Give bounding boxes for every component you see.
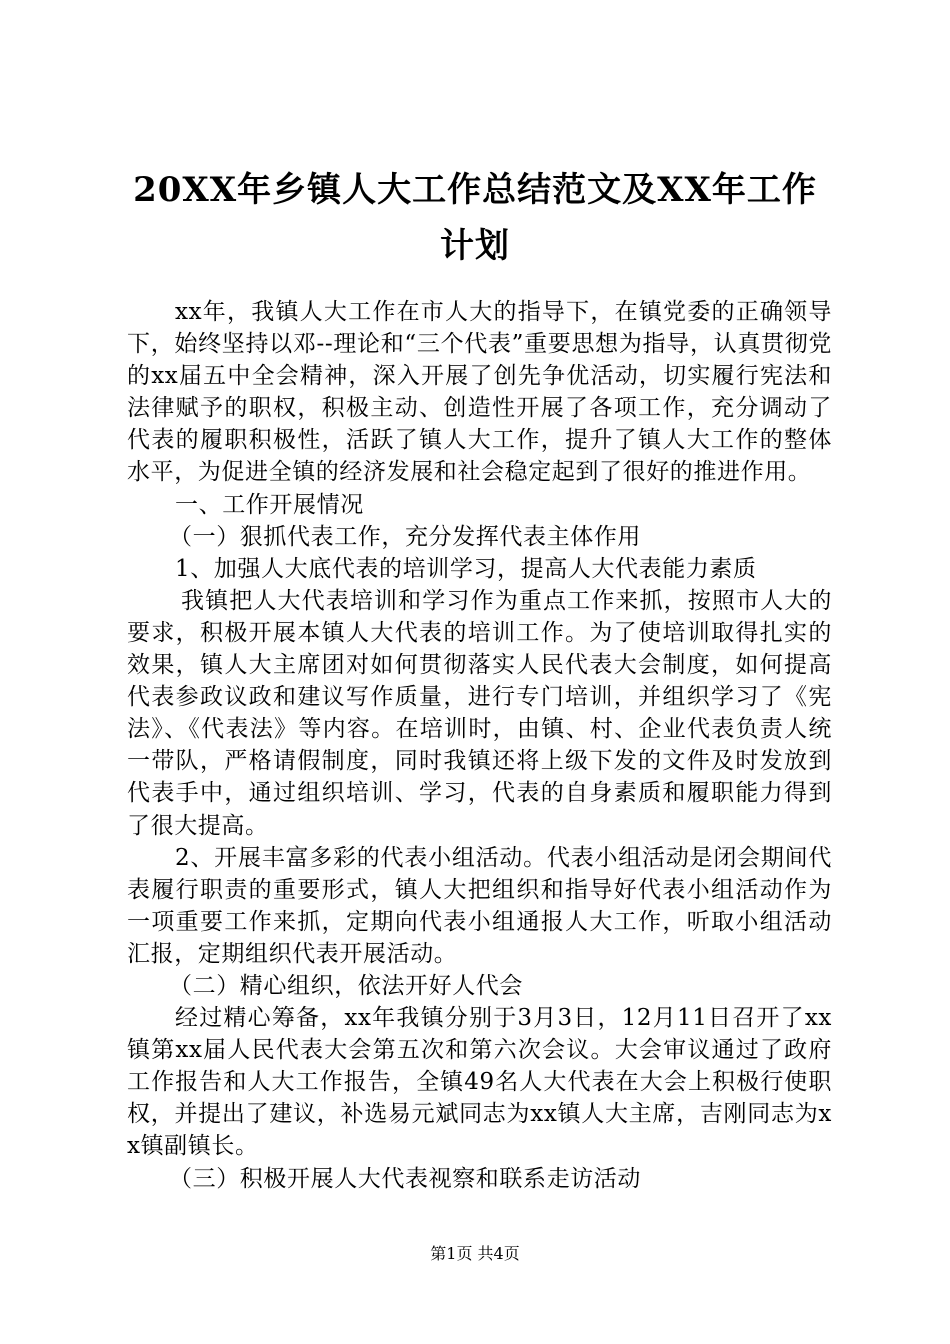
page-number-footer: 第1页 共4页 — [430, 1244, 520, 1263]
document-body — [127, 296, 832, 1195]
paragraph-training: 我镇把人大代表培训和学习作为重点工作来抓，按照市人大的要求，积极开展本镇人大代表的培训工作。为了使培训取得扎实的效果，镇人大主席团对如何贯彻落实人民代表大会制度，如何提高代表参政议政和建议写作质量，进行专门培训，并组织学习了《宪法》、《代表法》等内容。在培训时，由镇、村、企业代表负责人统一带队，严格请假制度，同时我镇还将上级下发的文件及时发放到代表手中，通过组织培训、学习，代表的自身素质和履职能力得到了很大提高。 — [127, 587, 832, 839]
paragraph-group-activities: 2、开展丰富多彩的代表小组活动。代表小组活动是闭会期间代表履行职责的重要形式，镇人大把组织和指导好代表小组活动作为一项重要工作来抓，定期向代表小组通报人大工作，听取小组活动汇报，定期组织代表开展活动。 — [127, 844, 832, 967]
paragraph-intro: xx年，我镇人大工作在市人大的指导下，在镇党委的正确领导下，始终坚持以邓--理论和“三个代表”重要思想为指导，认真贯彻党的xx届五中全会精神，深入开展了创先争优活动，切实履行宪法和法律赋予的职权，积极主动、创造性开展了各项工作，充分调动了代表的履职积极性，活跃了镇人大工作，提升了镇人大工作的整体水平，为促进全镇的经济发展和社会稳定起到了很好的推进作用。 — [127, 299, 832, 486]
subsection-heading-3: （三）积极开展人大代表视察和联系走访活动 — [169, 1165, 641, 1192]
paragraph-congress: 经过精心筹备，xx年我镇分别于3月3日，12月11日召开了xx镇第xx届人民代表大会第五次和第六次会议。大会审议通过了政府工作报告和人大工作报告，全镇49名人大代表在大会上积极行使职权，并提出了建议，补选易元斌同志为xx镇人大主席，吉刚同志为xx镇副镇长。 — [127, 1005, 832, 1160]
item-heading-1: 1、加强人大底代表的培训学习，提高人大代表能力素质 — [175, 555, 757, 582]
subsection-heading-1: （一）狠抓代表工作，充分发挥代表主体作用 — [169, 523, 641, 550]
subsection-heading-2: （二）精心组织，依法开好人代会 — [169, 972, 523, 999]
section-heading-1: 一、工作开展情况 — [175, 491, 364, 518]
document-title: 20XX年乡镇人大工作总结范文及XX年工作计划 — [133, 170, 817, 266]
